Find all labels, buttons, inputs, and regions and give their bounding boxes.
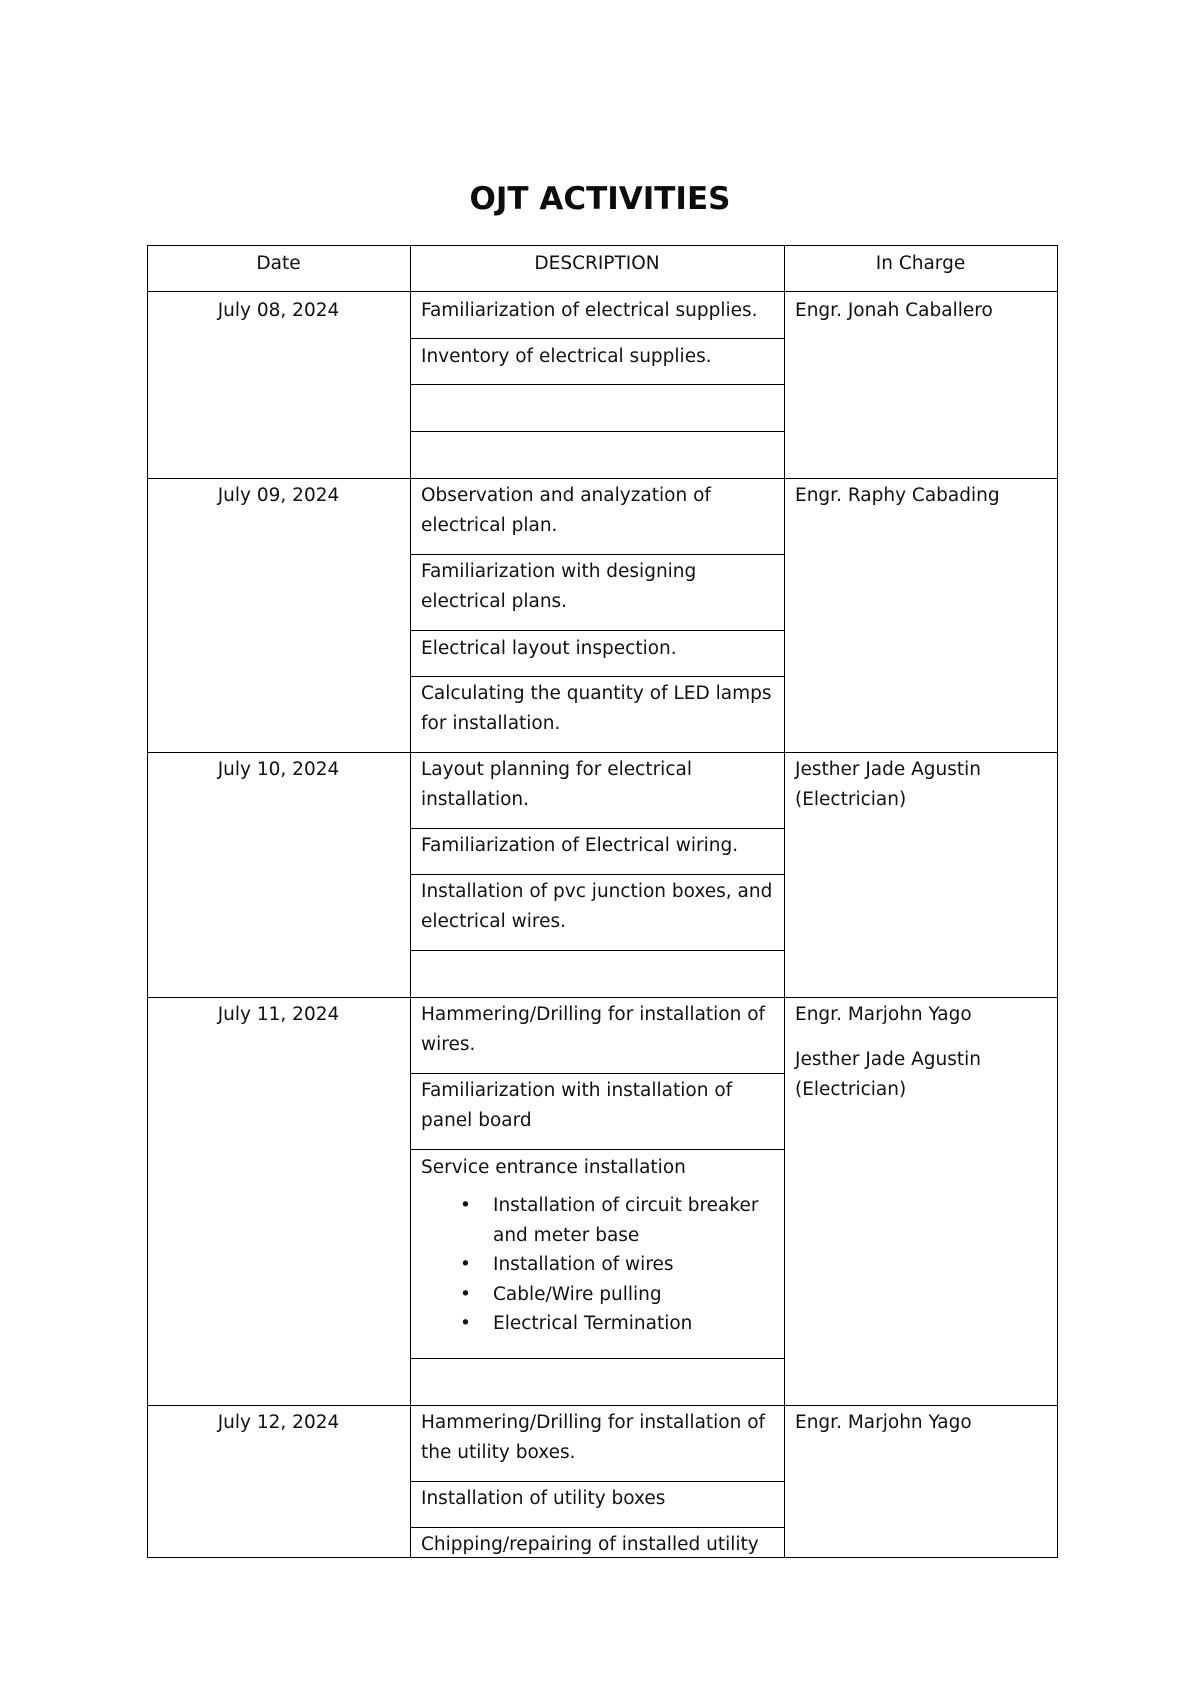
task-divider <box>410 630 785 631</box>
column-divider-date <box>410 245 411 1558</box>
header-description: DESCRIPTION <box>534 253 660 274</box>
table-border-left <box>147 245 148 1558</box>
task-cell: Familiarization with installation of panel board <box>421 1080 733 1131</box>
subtask-list <box>421 1191 777 1339</box>
date-cell: July 09, 2024 <box>217 485 340 506</box>
task-divider <box>410 1358 785 1359</box>
task-divider <box>410 676 785 677</box>
task-cell: Familiarization with designing electrical plans. <box>421 561 697 612</box>
task-divider <box>410 1073 785 1074</box>
task-cell: Chipping/repairing of installed utility <box>421 1534 759 1555</box>
task-cell: Inventory of electrical supplies. <box>421 346 712 367</box>
subtask-item: • Electrical Termination <box>493 1309 777 1339</box>
row-divider <box>147 752 1058 753</box>
subtask-item: • Installation of circuit breaker and meter base <box>493 1191 777 1250</box>
row-divider <box>147 997 1058 998</box>
in-charge-cell: Engr. Jonah Caballero <box>795 300 993 321</box>
task-divider <box>410 950 785 951</box>
date-cell: July 08, 2024 <box>217 300 340 321</box>
task-cell: Calculating the quantity of LED lamps for installation. <box>421 683 772 734</box>
task-divider <box>410 338 785 339</box>
in-charge-cell: Jesther Jade Agustin (Electrician) <box>795 759 982 810</box>
in-charge-cell: Jesther Jade Agustin (Electrician) <box>795 1049 982 1100</box>
task-cell: Hammering/Drilling for installation of wires. <box>421 1004 766 1055</box>
task-cell: Familiarization of Electrical wiring. <box>421 835 739 856</box>
task-heading: Service entrance installation <box>421 1157 686 1178</box>
task-cell: Installation of pvc junction boxes, and electrical wires. <box>421 881 773 932</box>
in-charge-cell: Engr. Marjohn Yago <box>795 1004 972 1025</box>
task-cell: Observation and analyzation of electrical plan. <box>421 485 711 536</box>
task-cell: Familiarization of electrical supplies. <box>421 300 758 321</box>
table-border-top <box>147 245 1058 246</box>
header-in-charge: In Charge <box>875 253 966 274</box>
activities-table <box>147 245 1058 1558</box>
column-divider-description <box>784 245 785 1558</box>
in-charge-cell: Engr. Marjohn Yago <box>795 1412 972 1433</box>
task-divider <box>410 828 785 829</box>
task-divider <box>410 554 785 555</box>
date-cell: July 10, 2024 <box>217 759 340 780</box>
task-cell: Layout planning for electrical installation. <box>421 759 692 810</box>
task-divider <box>410 1527 785 1528</box>
task-cell: Electrical layout inspection. <box>421 638 677 659</box>
date-cell: July 11, 2024 <box>217 1004 340 1025</box>
row-divider <box>147 478 1058 479</box>
task-divider <box>410 1149 785 1150</box>
table-border-right <box>1057 245 1058 1558</box>
page-title: OJT ACTIVITIES <box>469 181 731 217</box>
task-divider <box>410 384 785 385</box>
header-divider <box>147 291 1058 292</box>
in-charge-cell: Engr. Raphy Cabading <box>795 485 1000 506</box>
date-cell: July 12, 2024 <box>217 1412 340 1433</box>
task-cell: Hammering/Drilling for installation of the utility boxes. <box>421 1412 766 1463</box>
task-cell: Installation of utility boxes <box>421 1488 666 1509</box>
task-cell-with-list <box>421 1153 777 1339</box>
subtask-item: • Installation of wires <box>493 1250 777 1280</box>
task-divider <box>410 874 785 875</box>
subtask-item: • Cable/Wire pulling <box>493 1280 777 1310</box>
row-divider <box>147 1405 1058 1406</box>
task-divider <box>410 1481 785 1482</box>
task-divider <box>410 431 785 432</box>
header-date: Date <box>256 253 301 274</box>
